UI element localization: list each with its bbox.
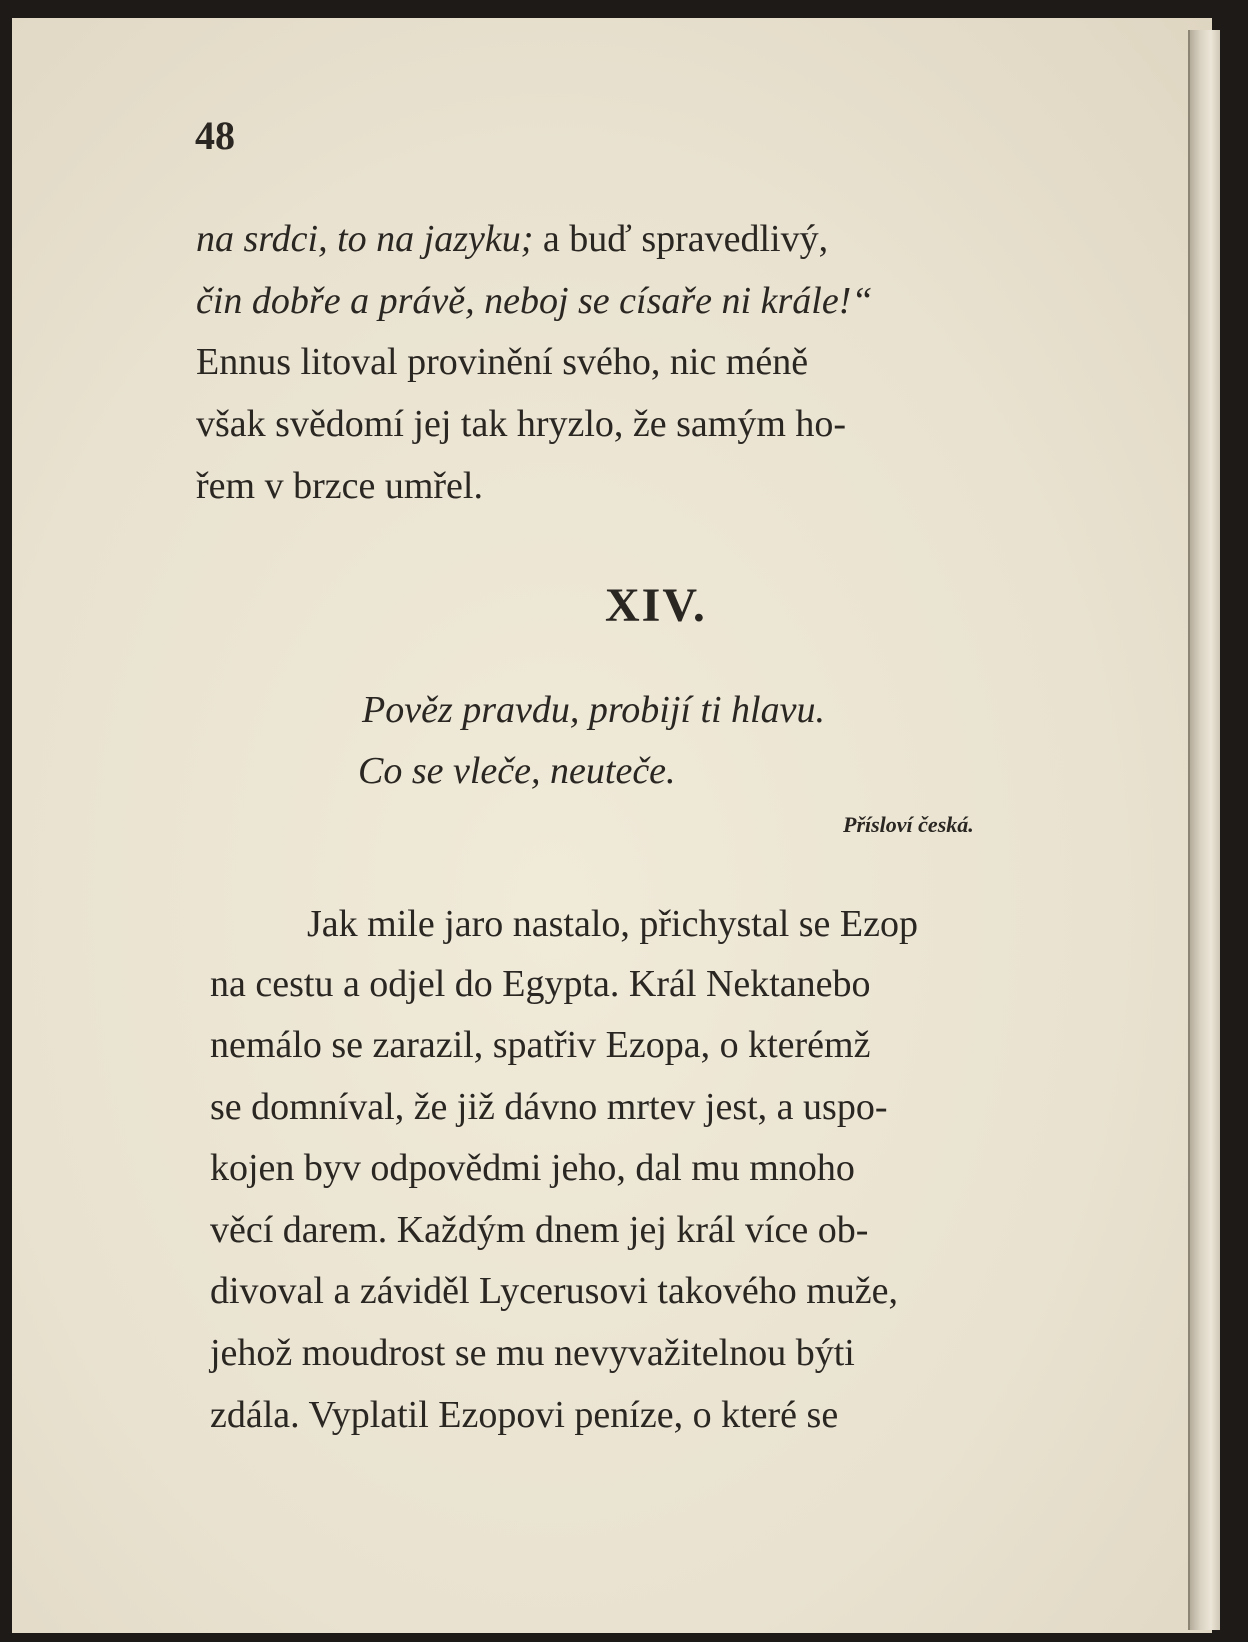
paragraph-1-line-4: však svědomí jej tak hryzlo, že samým ho- xyxy=(196,403,847,445)
paragraph-2-line-4: se domníval, že již dávno mrtev jest, a uspo- xyxy=(210,1086,888,1128)
motto-source: Přísloví česká. xyxy=(843,812,974,837)
motto-line-2: Co se vleče, neuteče. xyxy=(358,750,676,792)
paragraph-2-line-3: nemálo se zarazil, spatřiv Ezopa, o kterémž xyxy=(210,1024,871,1066)
page-edge xyxy=(1190,30,1220,1630)
paragraph-2-line-8: jehož moudrost se mu nevyvažitelnou býti xyxy=(210,1332,855,1374)
paragraph-1-line-1: na srdci, to na jazyku; a buď spravedlivý, xyxy=(196,218,829,260)
paragraph-1-line-3: Ennus litoval provinění svého, nic méně xyxy=(196,341,809,383)
paragraph-2-line-9: zdála. Vyplatil Ezopovi peníze, o které se xyxy=(210,1394,839,1436)
paragraph-1-line-2: čin dobře a právě, neboj se císaře ni krále!“ xyxy=(196,280,873,322)
chapter-heading: XIV. xyxy=(605,579,707,632)
page-fold xyxy=(1188,30,1190,1630)
page-number: 48 xyxy=(195,113,235,158)
paragraph-2-line-1: Jak mile jaro nastalo, přichystal se Ezop xyxy=(307,903,918,945)
paragraph-1-line-5: řem v brzce umřel. xyxy=(196,465,483,507)
paragraph-2-line-2: na cestu a odjel do Egypta. Král Nektanebo xyxy=(210,963,871,1005)
motto-line-1: Pověz pravdu, probijí ti hlavu. xyxy=(362,689,825,731)
paragraph-2-line-6: věcí darem. Každým dnem jej král více ob- xyxy=(210,1209,869,1251)
paragraph-2-line-5: kojen byv odpovědmi jeho, dal mu mnoho xyxy=(210,1147,855,1189)
paragraph-2-line-7: divoval a záviděl Lycerusovi takového muže, xyxy=(210,1270,898,1312)
